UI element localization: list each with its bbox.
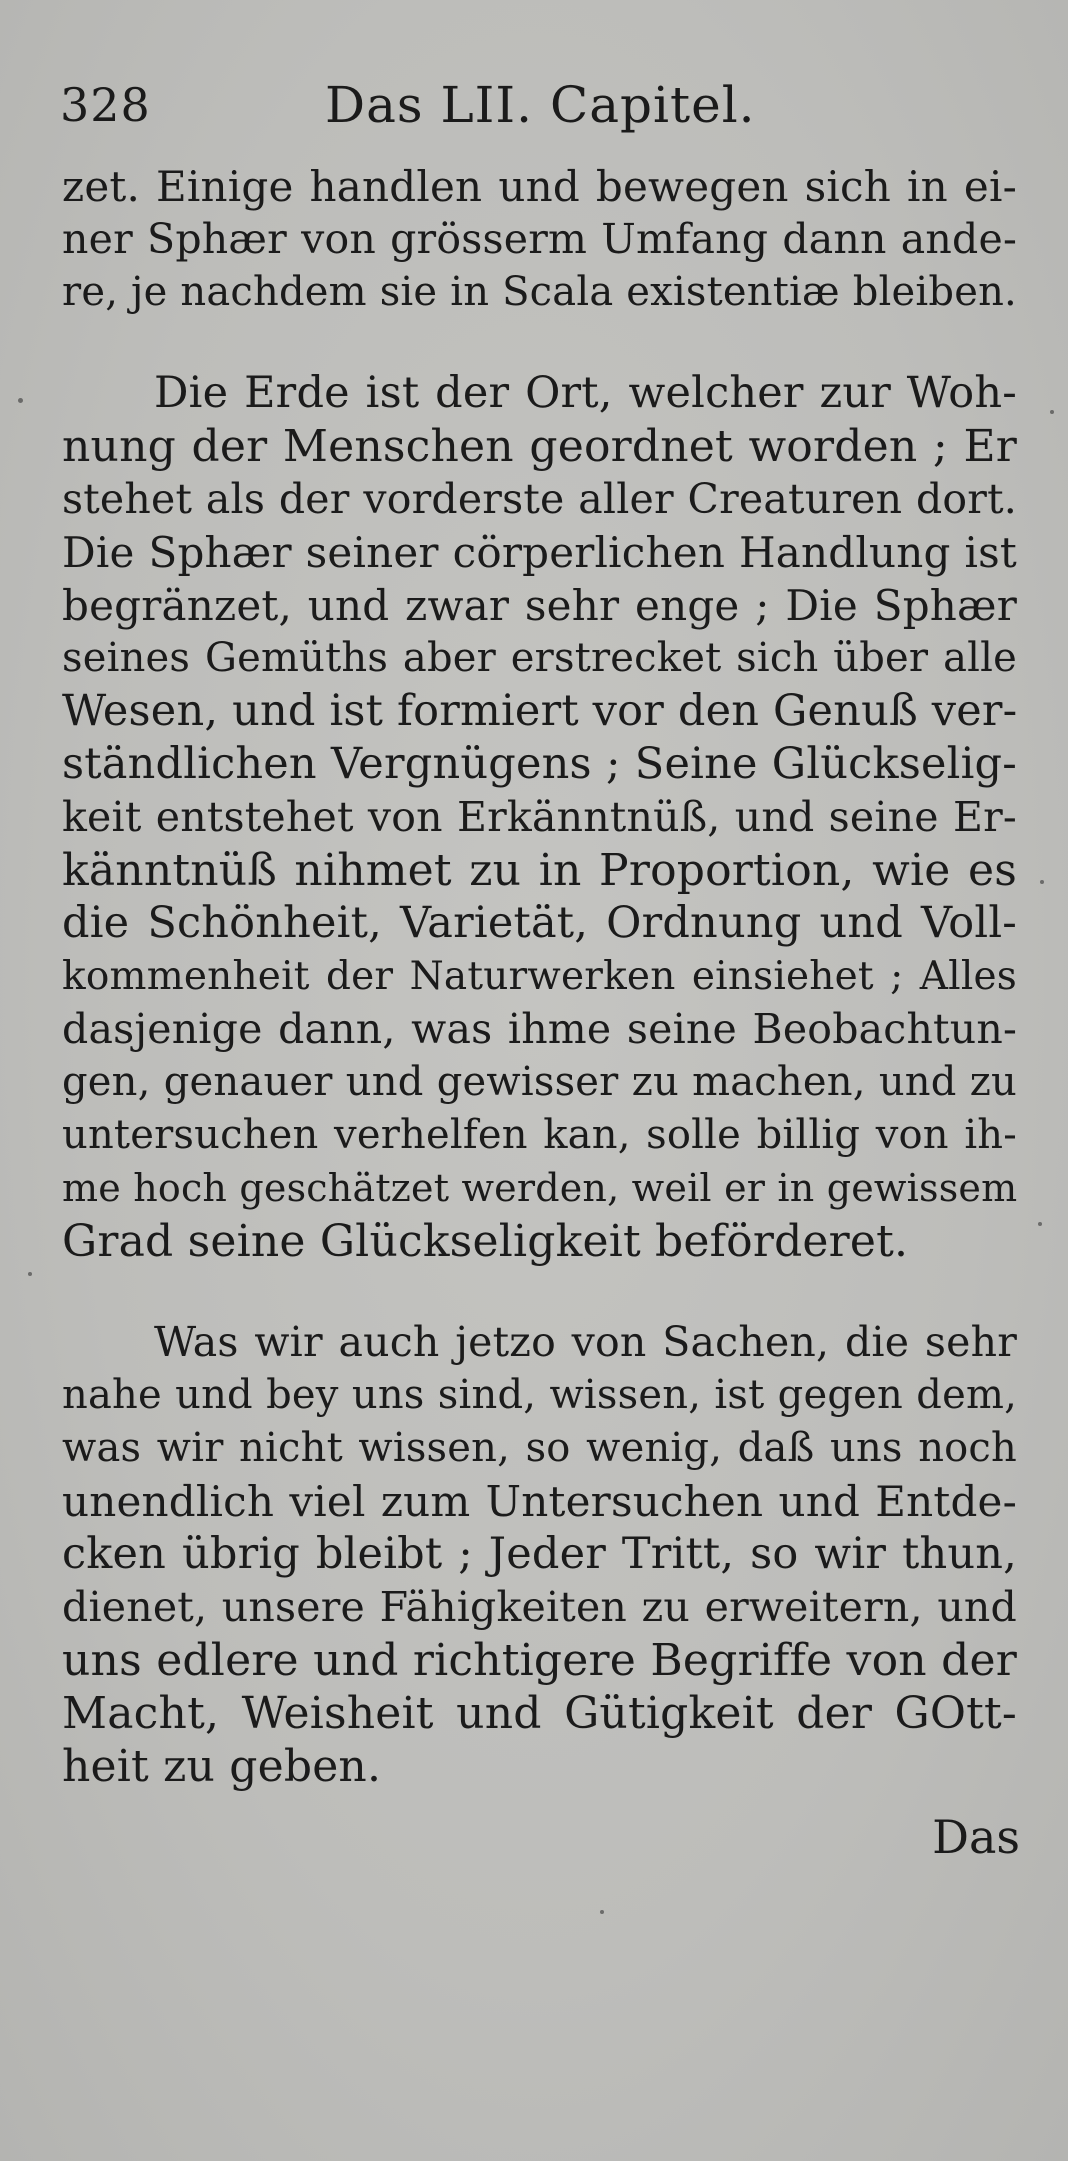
ink-speck xyxy=(28,1272,32,1276)
ink-speck xyxy=(1040,880,1044,884)
text-line: untersuchen verhelfen kan, solle billig von ih- xyxy=(62,1112,1017,1158)
text-line: cken übrig bleibt ; Jeder Tritt, so wir thun, xyxy=(62,1529,1017,1579)
text-line: Macht, Weisheit und Gütigkeit der GOtt- xyxy=(62,1688,1017,1739)
text-line: kommenheit der Naturwerken einsiehet ; Alles xyxy=(62,954,1017,999)
ink-speck xyxy=(18,398,23,403)
ink-speck xyxy=(1038,1222,1042,1226)
text-line: me hoch geschätzet werden, weil er in gewissem xyxy=(62,1166,1018,1210)
text-line: gen, genauer und gewisser zu machen, und zu xyxy=(62,1059,1017,1105)
text-line: heit zu geben. xyxy=(62,1741,382,1792)
ink-speck xyxy=(600,1910,604,1914)
text-line: dasjenige dann, was ihme seine Beobachtun- xyxy=(62,1005,1017,1053)
text-line: Was wir auch jetzo von Sachen, die sehr xyxy=(154,1318,1017,1366)
text-line: Die Erde ist der Ort, welcher zur Woh- xyxy=(154,368,1017,418)
text-line: seines Gemüths aber erstrecket sich über alle xyxy=(62,635,1017,681)
paragraph-1 xyxy=(62,160,1017,319)
text-line: keit entstehet von Erkänntnüß, und seine Er- xyxy=(62,793,1017,841)
catchword: Das xyxy=(932,1810,1020,1864)
text-line: begränzet, und zwar sehr enge ; Die Sphær xyxy=(62,581,1017,630)
text-line: Grad seine Glückseligkeit beförderet. xyxy=(62,1216,909,1267)
text-line: re, je nachdem sie in Scala existentiæ bleiben. xyxy=(62,269,1017,315)
text-line: zet. Einige handlen und bewegen sich in ei- xyxy=(62,162,1017,211)
text-line: känntnüß nihmet zu in Proportion, wie es xyxy=(62,845,1017,896)
text-line: stehet als der vorderste aller Creaturen dort. xyxy=(62,475,1017,523)
page-number: 328 xyxy=(60,78,151,132)
text-line: uns edlere und richtigere Begriffe von der xyxy=(62,1635,1017,1686)
text-line: was wir nicht wissen, so wenig, daß uns noch xyxy=(62,1425,1017,1471)
paragraph-2 xyxy=(62,367,1017,1268)
text-line: nahe und bey uns sind, wissen, ist gegen dem, xyxy=(62,1372,1017,1418)
text-line: Wesen, und ist formiert vor den Genuß ver- xyxy=(62,686,1018,736)
text-line: nung der Menschen geordnet worden ; Er xyxy=(62,421,1017,472)
ink-speck xyxy=(1050,410,1054,414)
paragraph-3 xyxy=(62,1316,1017,1793)
page-header xyxy=(60,70,1020,140)
text-line: ner Sphær von grösserm Umfang dann ande- xyxy=(62,215,1017,263)
text-line: ständlichen Vergnügens ; Seine Glückselig- xyxy=(62,739,1017,789)
running-head: Das LII. Capitel. xyxy=(325,76,756,134)
text-line: dienet, unsere Fähigkeiten zu erweitern, und xyxy=(62,1583,1017,1631)
text-line: unendlich viel zum Untersuchen und Entde- xyxy=(62,1477,1017,1526)
text-line: die Schönheit, Varietät, Ordnung und Voll- xyxy=(62,898,1017,948)
body-text xyxy=(62,160,1017,1841)
text-line: Die Sphær seiner cörperlichen Handlung ist xyxy=(62,528,1017,577)
